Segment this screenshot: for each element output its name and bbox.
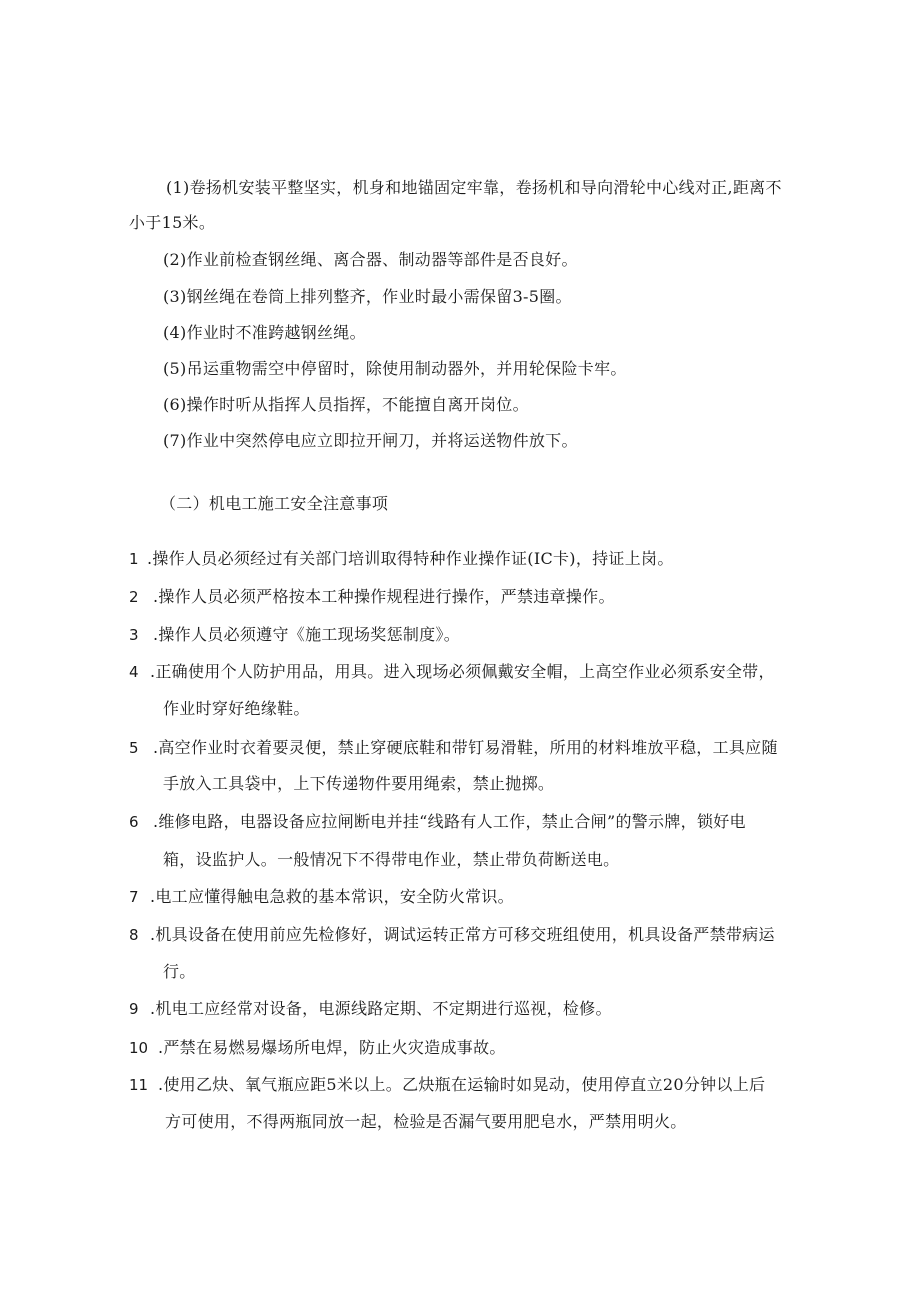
list-item-number: 6: [129, 813, 139, 831]
list-item-number: 11: [129, 1076, 149, 1094]
item-5: (5)吊运重物需空中停留时，除使用制动器外，并用轮保险卡牢。: [163, 359, 627, 378]
list-item-number: 2: [129, 588, 139, 606]
list-item-1: .操作人员必须经过有关部门培训取得特种作业操作证(IC卡)，持证上岗。: [147, 549, 674, 568]
list-item-7: .电工应懂得触电急救的基本常识，安全防火常识。: [150, 887, 514, 906]
list-item-2: .操作人员必须严格按本工种操作规程进行操作，严禁违章操作。: [153, 587, 615, 606]
item-4: (4)作业时不准跨越钢丝绳。: [163, 323, 366, 342]
list-item-number: 5: [129, 739, 139, 757]
item-7: (7)作业中突然停电应立即拉开闸刀，并将运送物件放下。: [163, 431, 578, 450]
list-item-8-line-2: 行。: [163, 962, 196, 981]
list-item-5-line-1: .高空作业时衣着要灵便，禁止穿硬底鞋和带钉易滑鞋，所用的材料堆放平稳，工具应随: [153, 738, 778, 757]
list-item-4-line-1: .正确使用个人防护用品，用具。进入现场必须佩戴安全帽，上高空作业必须系安全带，: [150, 662, 775, 681]
section-2-heading: （二）机电工施工安全注意事项: [160, 494, 389, 513]
list-item-11-line-1: .使用乙炔、氧气瓶应距5米以上。乙炔瓶在运输时如晃动，使用停直立20分钟以上后: [158, 1075, 766, 1094]
list-item-number: 10: [129, 1039, 149, 1057]
list-item-4-line-2: 作业时穿好绝缘鞋。: [163, 699, 310, 718]
item-1-line-2: 小于15米。: [129, 213, 216, 232]
item-2: (2)作业前检查钢丝绳、离合器、制动器等部件是否良好。: [163, 250, 578, 269]
list-item-5-line-2: 手放入工具袋中，上下传递物件要用绳索，禁止抛掷。: [163, 774, 555, 793]
list-item-number: 4: [129, 663, 139, 681]
list-item-10: .严禁在易燃易爆场所电焊，防止火灾造成事故。: [158, 1038, 506, 1057]
list-item-9: .机电工应经常对设备，电源线路定期、不定期进行巡视，检修。: [150, 999, 612, 1018]
list-item-number: 9: [129, 1000, 139, 1018]
list-item-3: .操作人员必须遵守《施工现场奖惩制度》。: [153, 625, 461, 644]
list-item-number: 7: [129, 888, 139, 906]
list-item-6-line-1: .维修电路，电器设备应拉闸断电并挂“线路有人工作，禁止合闸”的警示牌，锁好电: [153, 812, 746, 831]
item-1-line-1: (1)卷扬机安装平整坚实，机身和地锚固定牢靠，卷扬机和导向滑轮中心线对正,距离不: [166, 178, 782, 197]
list-item-number: 8: [129, 926, 139, 944]
list-item-11-line-2: 方可使用，不得两瓶同放一起，检验是否漏气要用肥皂水，严禁用明火。: [165, 1112, 687, 1131]
item-6: (6)操作时听从指挥人员指挥，不能擅自离开岗位。: [163, 395, 529, 414]
list-item-6-line-2: 箱，设监护人。一般情况下不得带电作业，禁止带负荷断送电。: [163, 850, 620, 869]
list-item-number: 1: [129, 550, 139, 568]
list-item-8-line-1: .机具设备在使用前应先检修好，调试运转正常方可移交班组使用，机具设备严禁带病运: [150, 925, 775, 944]
list-item-number: 3: [129, 626, 139, 644]
item-3: (3)钢丝绳在卷筒上排列整齐，作业时最小需保留3-5圈。: [163, 287, 572, 306]
